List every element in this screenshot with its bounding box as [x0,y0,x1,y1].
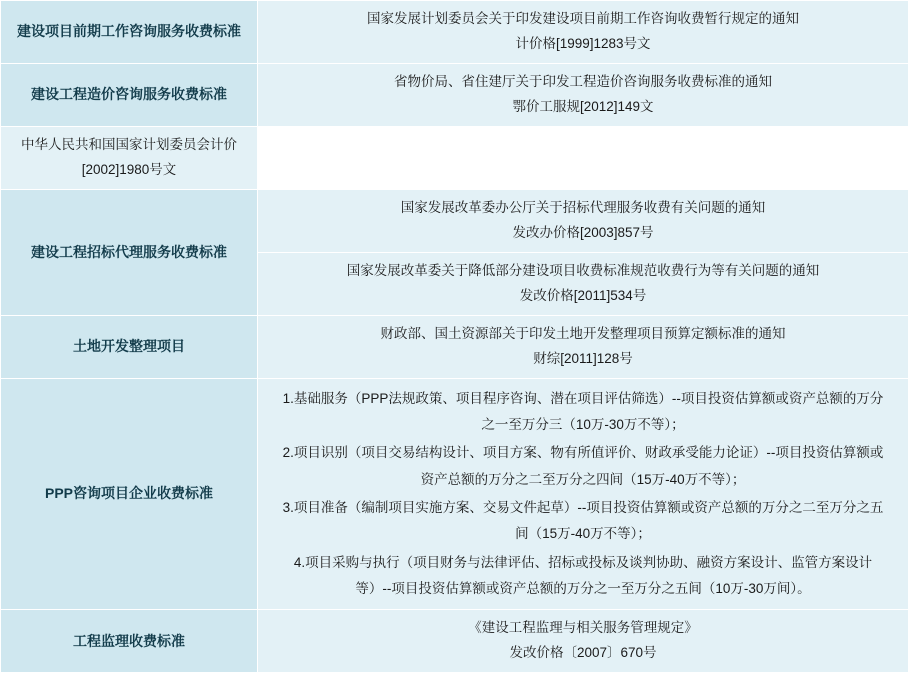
content-line: 中华人民共和国国家计划委员会计价[2002]1980号文 [21,136,237,177]
content-line: 计价格[1999]1283号文 [515,35,651,51]
list-item [268,549,898,604]
row-content-land-development [258,315,909,378]
row-label-preliminary-consulting: 建设项目前期工作咨询服务收费标准 [1,1,258,64]
row-content-bidding-agency-2 [258,189,909,252]
content-line: 财政部、国土资源部关于印发土地开发整理项目预算定额标准的通知 [380,325,786,341]
list-item [268,494,898,549]
table-row [1,315,909,378]
content-line: 国家发展计划委员会关于印发建设项目前期工作咨询收费暂行规定的通知 [367,11,799,26]
row-content-supervision [258,610,909,673]
table-row [1,378,909,610]
table-body [1,1,909,673]
content-line: 国家发展改革委关于降低部分建设项目收费标准规范收费行为等有关问题的通知 [346,262,820,278]
content-line: 发改价格〔2007〕670号 [509,645,657,661]
list-item-text: 4.项目采购与执行（项目财务与法律评估、招标或投标及谈判协助、融资方案设计、监管方案设计等）--项目投资估算额或资产总额的万分之一至万分之五间（10万-30万间）。 [293,554,873,596]
content-line: 鄂价工服规[2012]149文 [512,98,654,114]
ppp-service-list [268,385,898,604]
content-line: 国家发展改革委办公厅关于招标代理服务收费有关问题的通知 [400,199,766,215]
table-row [1,189,909,252]
content-line: 财综[2011]128号 [533,350,633,366]
table-row [1,610,909,673]
row-label-ppp-consulting: PPP咨询项目企业收费标准 [1,378,258,610]
list-item [268,439,898,494]
list-item-text: 1.基础服务（PPP法规政策、项目程序咨询、潜在项目评估筛选）--项目投资估算额或资产总额的万分之一至万分三（10万-30万不等）； [282,390,884,432]
row-content-cost-consulting [258,63,909,126]
list-item [268,385,898,440]
table-row [1,63,909,126]
row-content-ppp-consulting [258,378,909,610]
row-content-bidding-agency-1 [1,126,258,189]
content-line: 省物价局、省住建厅关于印发工程造价咨询服务收费标准的通知 [394,73,772,89]
row-label-supervision: 工程监理收费标准 [1,610,258,673]
content-line: 发改价格[2011]534号 [519,287,647,303]
content-line: 《建设工程监理与相关服务管理规定》 [468,620,698,636]
table-row [1,126,909,189]
content-line: 发改办价格[2003]857号 [512,224,654,240]
table-row [1,1,909,64]
row-content-bidding-agency-3 [258,252,909,315]
list-item-text: 2.项目识别（项目交易结构设计、项目方案、物有所值评价、财政承受能力论证）--项目投资估算额或资产总额的万分之二至万分之四间（15万-40万不等）； [282,445,884,487]
row-label-land-development: 土地开发整理项目 [1,315,258,378]
row-label-bidding-agency: 建设工程招标代理服务收费标准 [1,189,258,315]
row-content-preliminary-consulting [258,1,909,64]
row-label-cost-consulting: 建设工程造价咨询服务收费标准 [1,63,258,126]
list-item-text: 3.项目准备（编制项目实施方案、交易文件起草）--项目投资估算额或资产总额的万分之二至万分之五间（15万-40万不等）； [282,499,884,542]
